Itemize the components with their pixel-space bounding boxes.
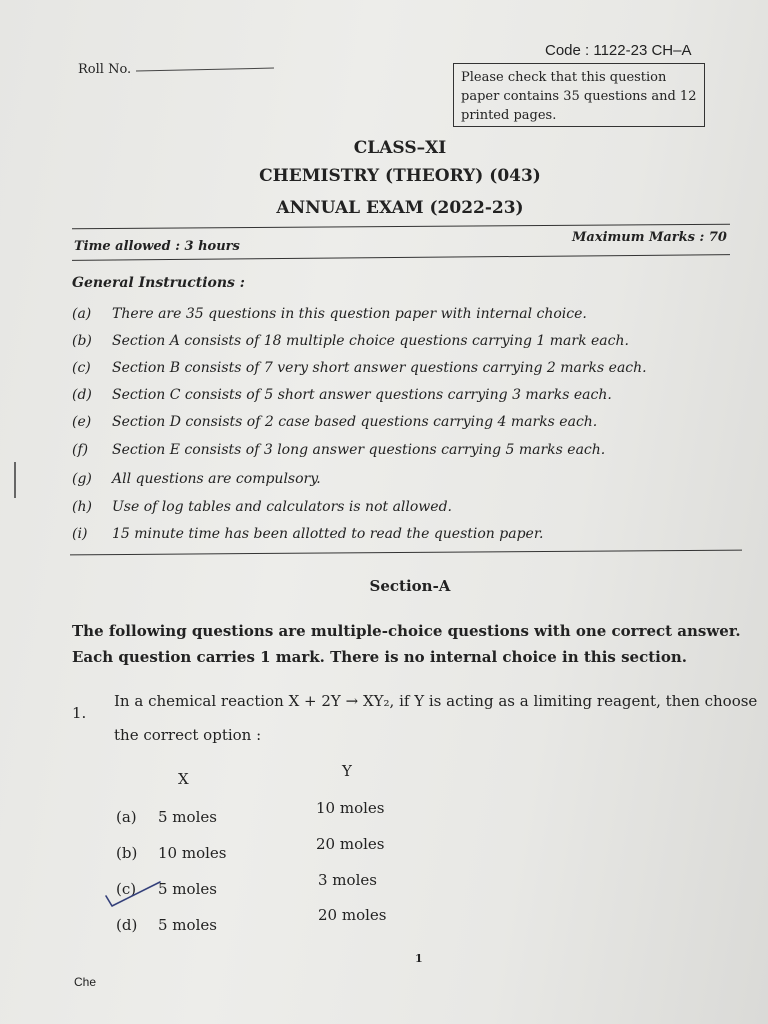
instruction-text: Section B consists of 7 very short answer questions carrying 2 marks each. bbox=[112, 360, 647, 376]
option-y: 10 moles bbox=[316, 799, 385, 817]
instruction-label: (d) bbox=[72, 387, 92, 403]
instruction-text: There are 35 questions in this question paper with internal choice. bbox=[112, 306, 587, 322]
roll-no-line bbox=[136, 68, 274, 72]
divider bbox=[72, 224, 730, 230]
instruction-text: Section D consists of 2 case based questions carrying 4 marks each. bbox=[112, 414, 598, 430]
maximum-marks: Maximum Marks : 70 bbox=[572, 230, 727, 245]
option-y: 20 moles bbox=[318, 906, 387, 924]
option-row bbox=[116, 844, 226, 862]
column-header-x: X bbox=[178, 770, 189, 788]
instruction-label: (f) bbox=[72, 442, 89, 458]
option-x: 5 moles bbox=[158, 916, 217, 934]
page-number: 1 bbox=[415, 952, 423, 965]
instruction-item bbox=[72, 306, 587, 322]
option-label: (c) bbox=[116, 880, 137, 898]
instruction-label: (c) bbox=[72, 360, 91, 376]
instruction-item bbox=[72, 387, 612, 403]
instructions-title: General Instructions : bbox=[72, 275, 245, 291]
class-title: CLASS–XI bbox=[353, 138, 447, 158]
handwritten-tick-mark bbox=[104, 878, 164, 910]
time-allowed: Time allowed : 3 hours bbox=[74, 239, 240, 254]
option-x: 5 moles bbox=[158, 808, 217, 826]
option-row bbox=[116, 916, 217, 934]
subject-title: CHEMISTRY (THEORY) (043) bbox=[259, 166, 541, 186]
instruction-text: Section A consists of 18 multiple choice questions carrying 1 mark each. bbox=[112, 333, 629, 349]
instruction-item bbox=[72, 526, 543, 542]
option-row bbox=[116, 808, 217, 826]
page-count-notice: Please check that this question paper contains 35 questions and 12 printed pages. bbox=[453, 63, 705, 127]
instruction-text: 15 minute time has been allotted to read the question paper. bbox=[112, 526, 544, 542]
instruction-text: All questions are compulsory. bbox=[112, 471, 321, 487]
option-x: 5 moles bbox=[158, 880, 217, 898]
exam-title: ANNUAL EXAM (2022-23) bbox=[276, 198, 524, 218]
option-y: 3 moles bbox=[318, 871, 377, 889]
margin-mark bbox=[14, 462, 16, 498]
instruction-item bbox=[72, 414, 597, 430]
instruction-label: (a) bbox=[72, 306, 92, 322]
instruction-item bbox=[72, 333, 629, 349]
instruction-item bbox=[72, 360, 647, 376]
option-x: 10 moles bbox=[158, 844, 227, 862]
question-number: 1. bbox=[72, 704, 87, 722]
divider bbox=[72, 254, 730, 261]
section-intro: Each question carries 1 mark. There is no internal choice in this section. bbox=[72, 648, 687, 666]
instruction-item bbox=[72, 499, 452, 515]
footer-code: Che bbox=[74, 975, 97, 989]
instruction-label: (g) bbox=[72, 471, 92, 487]
option-label: (d) bbox=[116, 916, 138, 934]
question-text: the correct option : bbox=[114, 726, 262, 744]
instruction-text: Section C consists of 5 short answer questions carrying 3 marks each. bbox=[112, 387, 612, 403]
paper-code: Code : 1122-23 CH–A bbox=[545, 42, 692, 59]
instruction-item bbox=[72, 471, 321, 487]
option-y: 20 moles bbox=[316, 835, 385, 853]
instruction-label: (h) bbox=[72, 499, 92, 515]
instruction-item bbox=[72, 442, 605, 458]
section-heading: Section-A bbox=[369, 577, 451, 595]
section-intro: The following questions are multiple-choice questions with one correct answer. bbox=[72, 622, 741, 640]
instruction-label: (e) bbox=[72, 414, 92, 430]
question-text: In a chemical reaction X + 2Y → XY₂, if Y is acting as a limiting reagent, then choose bbox=[114, 692, 758, 710]
roll-no-label: Roll No. bbox=[78, 62, 132, 77]
instruction-label: (b) bbox=[72, 333, 92, 349]
instruction-text: Section E consists of 3 long answer questions carrying 5 marks each. bbox=[112, 442, 606, 458]
column-header-y: Y bbox=[342, 762, 352, 780]
instruction-text: Use of log tables and calculators is not allowed. bbox=[112, 499, 452, 515]
divider bbox=[70, 550, 742, 556]
option-label: (b) bbox=[116, 844, 138, 862]
instruction-label: (i) bbox=[72, 526, 88, 542]
option-label: (a) bbox=[116, 808, 137, 826]
